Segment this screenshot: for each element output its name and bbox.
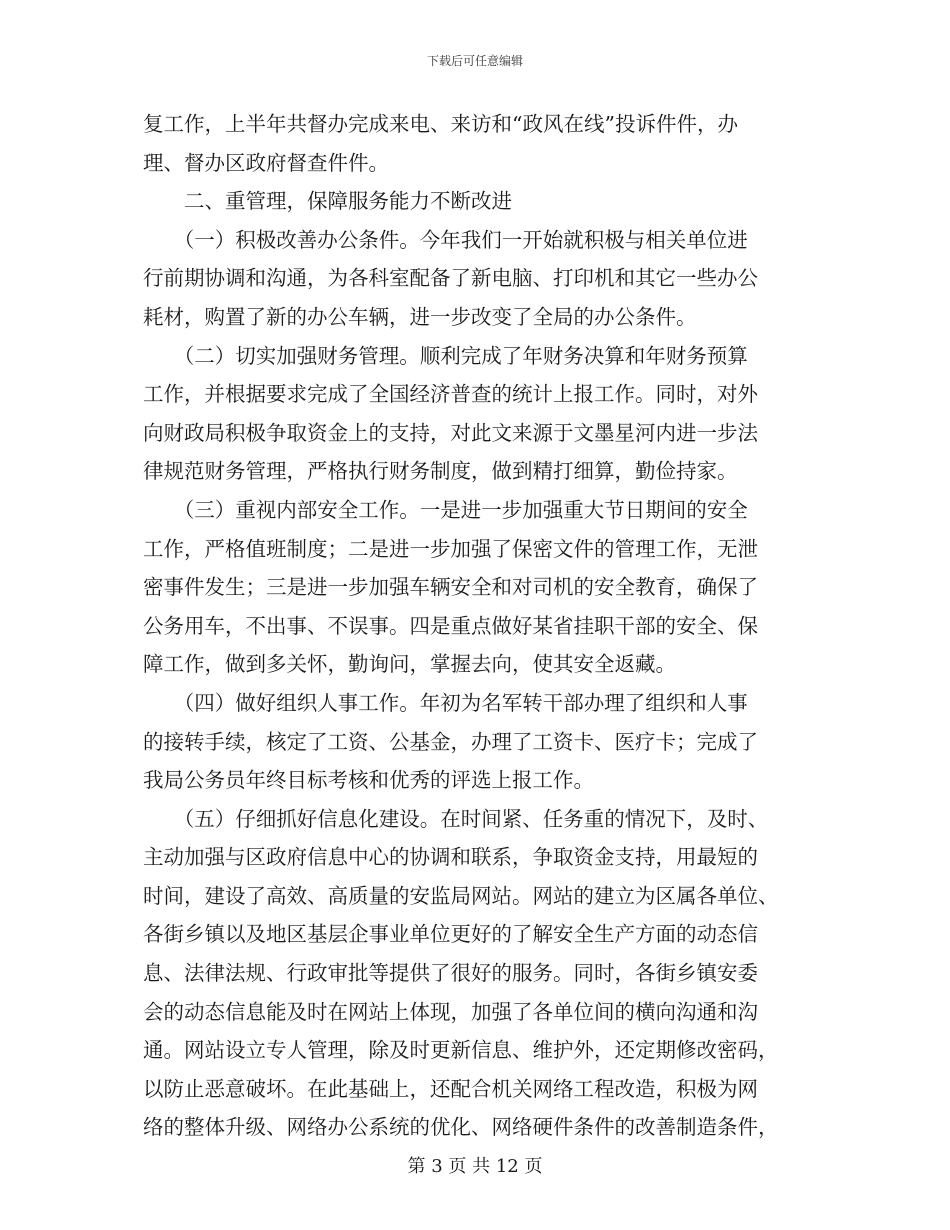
text-line: 各街乡镇以及地区基层企事业单位更好的了解安全生产方面的动态信 bbox=[143, 922, 758, 947]
page-header: 下载后可任意编辑 bbox=[426, 54, 523, 68]
text-line: 时间，建设了高效、高质量的安监局网站。网站的建立为区属各单位、 bbox=[143, 883, 779, 908]
text-line: 耗材，购置了新的办公车辆，进一步改变了全局的办公条件。 bbox=[143, 304, 697, 329]
text-line: 息、法律法规、行政审批等提供了很好的服务。同时，各街乡镇安委 bbox=[143, 961, 758, 986]
text-line: 会的动态信息能及时在网站上体现，加强了各单位间的横向沟通和沟 bbox=[143, 999, 758, 1024]
text-line: 我局公务员年终目标考核和优秀的评选上报工作。 bbox=[143, 768, 594, 793]
text-line: （一）积极改善办公条件。今年我们一开始就积极与相关单位进 bbox=[143, 227, 748, 252]
text-line: 行前期协调和沟通，为各科室配备了新电脑、打印机和其它一些办公 bbox=[143, 266, 758, 291]
text-line: （三）重视内部安全工作。一是进一步加强重大节日期间的安全 bbox=[143, 497, 748, 522]
text-line: 律规范财务管理，严格执行财务制度，做到精打细算，勤俭持家。 bbox=[143, 459, 738, 484]
text-line: （二）切实加强财务管理。顺利完成了年财务决算和年财务预算 bbox=[143, 343, 748, 368]
text-line: 工作，严格值班制度；二是进一步加强了保密文件的管理工作，无泄 bbox=[143, 536, 758, 561]
text-line: 密事件发生；三是进一步加强车辆安全和对司机的安全教育，确保了 bbox=[143, 575, 758, 600]
section-heading: 二、重管理，保障服务能力不断改进 bbox=[143, 189, 512, 214]
document-body bbox=[143, 105, 807, 1147]
text-line: 通。网站设立专人管理，除及时更新信息、维护外，还定期修改密码， bbox=[143, 1038, 779, 1063]
text-line: 以防止恶意破坏。在此基础上，还配合机关网络工程改造，积极为网 bbox=[143, 1076, 758, 1101]
text-line: 工作，并根据要求完成了全国经济普查的统计上报工作。同时，对外 bbox=[143, 382, 758, 407]
text-line: 向财政局积极争取资金上的支持，对此文来源于文墨星河内进一步法 bbox=[143, 420, 758, 445]
page-number: 第 3 页 共 12 页 bbox=[407, 1156, 543, 1177]
text-line: 障工作，做到多关怀，勤询问，掌握去向，使其安全返藏。 bbox=[143, 652, 676, 677]
text-line: 理、督办区政府督查件件。 bbox=[143, 150, 389, 175]
text-line: 主动加强与区政府信息中心的协调和联系，争取资金支持，用最短的 bbox=[143, 845, 758, 870]
text-line: （四）做好组织人事工作。年初为名军转干部办理了组织和人事 bbox=[143, 690, 748, 715]
text-line: 络的整体升级、网络办公系统的优化、网络硬件条件的改善制造条件， bbox=[143, 1115, 779, 1140]
text-line: 的接转手续，核定了工资、公基金，办理了工资卡、医疗卡；完成了 bbox=[143, 729, 758, 754]
text-line: 复工作，上半年共督办完成来电、来访和“政风在线”投诉件件，办 bbox=[143, 112, 738, 136]
text-line: （五）仔细抓好信息化建设。在时间紧、任务重的情况下，及时、 bbox=[143, 806, 769, 831]
text-line: 公务用车，不出事、不误事。四是重点做好某省挂职干部的安全、保 bbox=[143, 613, 758, 638]
